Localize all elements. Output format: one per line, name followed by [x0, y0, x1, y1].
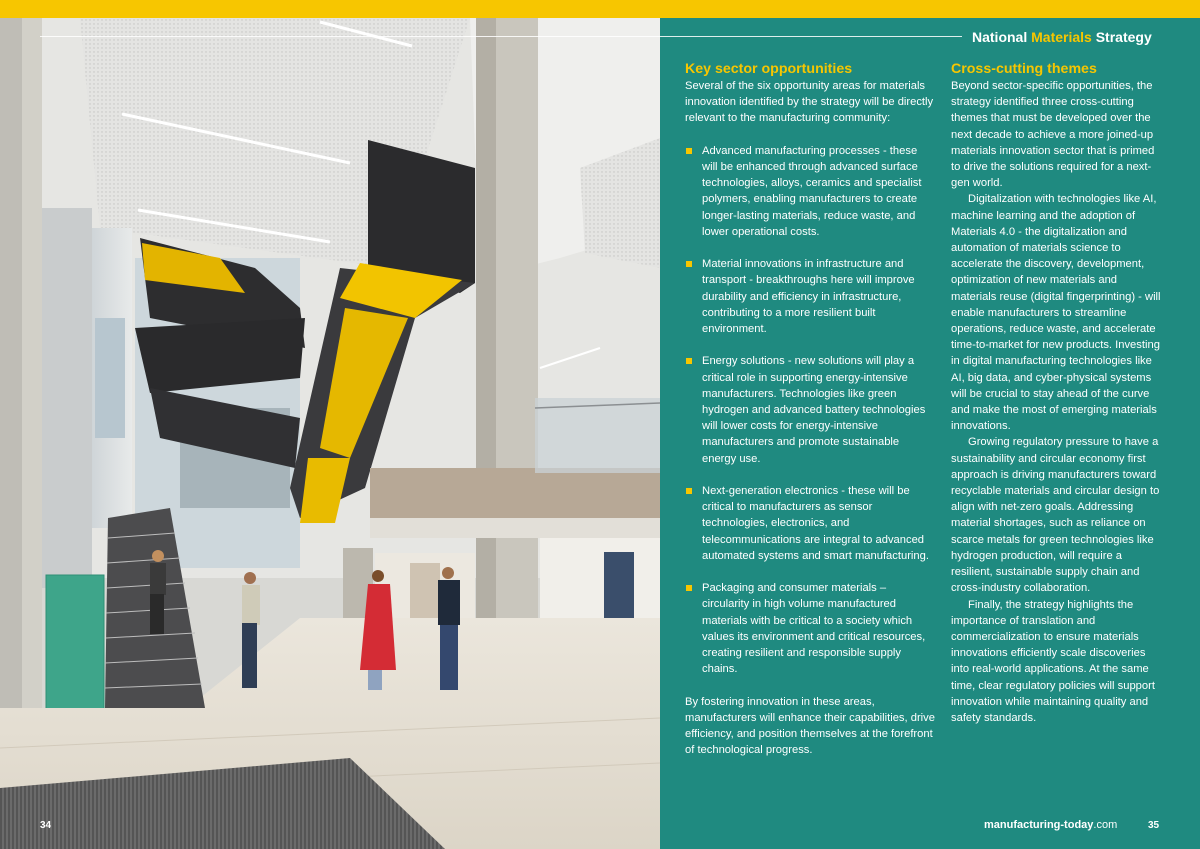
bullet-square-icon — [686, 261, 692, 267]
section-heading-cross-cutting: Cross-cutting themes — [951, 61, 1097, 77]
page-number-right: 35 — [1148, 820, 1160, 831]
body-paragraph: Digitalization with technologies like AI, machine learning and the adoption of Materials 4.0 - the digitalization and automation of materials science to accelerate the discovery, development, optimization of new materials and materials reuse (digital fingerprinting) - will enable manufacturers to streamline operations, reduce waste, and accelerate time-to-market for new products. Investing in digital manufacturing technologies like AI, big data, and cyber-physical systems will be crucial to stay ahead of the curve and make the most of emerging materials innovations. — [951, 193, 1161, 433]
bullet-square-icon — [686, 148, 692, 154]
top-accent-bar — [0, 0, 1200, 18]
right-column — [951, 60, 1163, 726]
opportunity-list — [685, 143, 935, 678]
body-paragraph: Growing regulatory pressure to have a sustainability and circular economy first approach is driving manufacturers toward recyclable materials and circular design to align with net-zero goals. Addressing material shortages, such as reliance on scarce metals for green technologies like hydrogen production, will require a resilient, sustainable supply chain and cross-industry collaboration. — [951, 436, 1160, 595]
publication-title: National Materials Strategy — [972, 29, 1152, 45]
body-paragraph: Beyond sector-specific opportunities, the strategy identified three cross-cutting themes that must be developed over the next decade to achieve a more joined-up materials innovation sector that is primed to drive the solutions required for a next-gen world. — [951, 80, 1155, 190]
list-item: Energy solutions - new solutions will play a critical role in supporting energy-intensive manufacturers. Technologies like green hydrogen and advanced battery technologies will lower costs for energy-intensive manufacturers and promote sustainable energy use. — [685, 353, 935, 466]
outro-paragraph: By fostering innovation in these areas, manufacturers will enhance their capabilities, drive efficiency, and position themselves at the forefront of technological progress. — [685, 695, 935, 757]
body-paragraph: Finally, the strategy highlights the importance of translation and commercialization to ensure materials innovations efficiently scale discoveries into real-world applications. At the same time, clear regulatory policies will support innovation while maintaining quality and safety standards. — [951, 598, 1155, 724]
page-number-left: 34 — [40, 820, 52, 831]
section-heading-key-sector: Key sector opportunities — [685, 61, 853, 77]
left-column — [685, 60, 935, 758]
website-link[interactable]: manufacturing-today.com — [984, 819, 1118, 831]
list-item: Material innovations in infrastructure and transport - breakthroughs here will improve durability and efficiency in infrastructure, contributing to a more resilient built environment. — [685, 256, 935, 337]
intro-paragraph: Several of the six opportunity areas for materials innovation identified by the strategy will be directly relevant to the manufacturing community: — [685, 80, 934, 125]
list-item: Packaging and consumer materials – circularity in high volume manufactured materials with be critical to a society which values its environment and critical resources, creating resilient and responsible supply chains. — [685, 580, 935, 677]
bullet-square-icon — [686, 585, 692, 591]
header-rule — [40, 36, 962, 37]
bullet-square-icon — [686, 358, 692, 364]
bullet-square-icon — [686, 488, 692, 494]
atrium-photo — [0, 18, 660, 849]
list-item: Next-generation electronics - these will be critical to manufacturers as sensor technologies, electronics, and telecommunications are integral to advanced automated systems and smart manufacturing. — [685, 483, 935, 564]
list-item: Advanced manufacturing processes - these will be enhanced through advanced surface technologies, alloys, ceramics and specialist polymers, enabling manufacturers to create longer-lasting materials, reduce waste, and lower operational costs. — [685, 143, 935, 240]
